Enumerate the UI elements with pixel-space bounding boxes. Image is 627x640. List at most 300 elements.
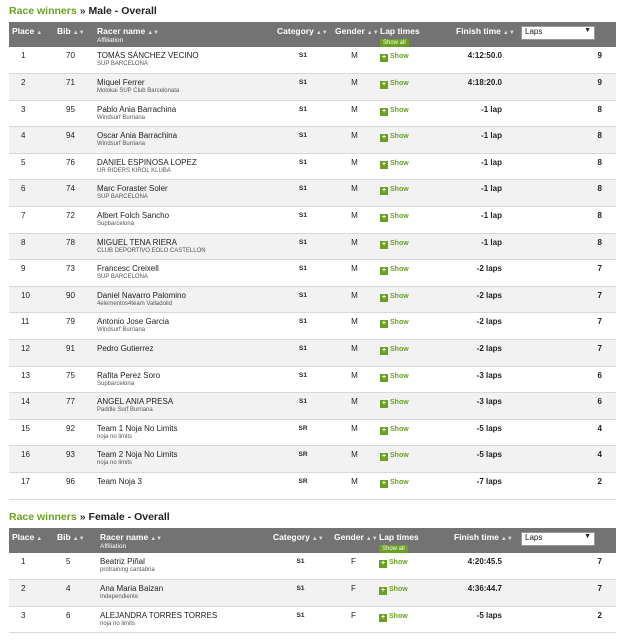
laps-cell: 7 — [597, 264, 602, 274]
table-row — [9, 286, 616, 313]
sort-icon: ▲▼ — [500, 536, 513, 542]
racer-name: ALEJANDRA TORRES TORRES — [100, 610, 218, 620]
bib-cell: 5 — [66, 557, 71, 566]
place-cell: 10 — [21, 290, 30, 300]
category-cell: S1 — [299, 345, 307, 353]
racer-cell — [94, 313, 274, 340]
show-lap-times-link[interactable]: + Show — [381, 425, 409, 434]
category-cell: S1 — [296, 611, 305, 619]
gender-cell: M — [351, 397, 358, 407]
show-lap-times-link[interactable]: + Show — [380, 612, 408, 621]
category-cell: S1 — [299, 79, 307, 87]
finish-time-cell: -5 laps — [476, 450, 502, 460]
racer-name: Marc Foraster Soler — [97, 184, 168, 194]
gender-cell: M — [351, 264, 358, 274]
category-cell: S1 — [299, 158, 307, 166]
show-lap-times-link[interactable]: + Show — [381, 346, 409, 355]
category-cell: S1 — [299, 212, 307, 220]
lap-times-cell — [376, 553, 451, 580]
col-racer-name[interactable]: Racer name ▲▼ Affiliation — [94, 22, 274, 47]
bib-cell: 78 — [66, 237, 75, 247]
breadcrumb: Race winners » Male - Overall — [9, 5, 157, 17]
sort-icon: ▲▼ — [502, 30, 515, 36]
racer-affiliation: protraining cantabria — [100, 567, 155, 573]
lap-times-cell — [377, 393, 453, 420]
racer-cell — [94, 393, 274, 420]
bib-cell: 74 — [66, 184, 75, 194]
racer-cell — [94, 180, 274, 207]
lap-times-cell — [377, 153, 453, 180]
plus-icon: + — [381, 81, 387, 89]
bib-cell: 75 — [66, 370, 75, 380]
laps-cell: 2 — [597, 610, 602, 620]
col-racer-name[interactable]: Racer name ▲▼ Affiliation — [97, 528, 270, 553]
racer-affiliation: SUP BARCELONA — [97, 194, 148, 201]
finish-time-cell: -1 lap — [481, 237, 502, 247]
racer-affiliation: Windsurf Burriana — [97, 114, 146, 121]
show-all-button[interactable]: Show all — [379, 545, 408, 553]
laps-select[interactable]: Laps ▼ — [521, 26, 595, 40]
racer-cell — [97, 580, 270, 607]
plus-icon: + — [381, 426, 387, 434]
finish-time-cell: -1 lap — [481, 211, 502, 221]
racer-name: TOMÁS SÁNCHEZ VECINO — [97, 51, 199, 60]
category-cell: S1 — [299, 185, 307, 193]
laps-cell: 2 — [597, 477, 602, 486]
table-row — [9, 473, 616, 500]
plus-icon: + — [381, 453, 387, 461]
show-lap-times-link[interactable]: + Show — [380, 559, 408, 567]
place-cell: 3 — [21, 104, 26, 114]
racer-name: Ana Maria Baizan — [100, 584, 164, 594]
lap-times-cell — [377, 313, 453, 340]
laps-cell: 8 — [597, 157, 602, 167]
racer-name: Team 1 Noja No Limits — [97, 423, 178, 433]
finish-time-cell: 4:36:44.7 — [467, 584, 502, 594]
lap-times-cell — [377, 366, 453, 393]
table-row — [9, 366, 616, 393]
finish-time-cell: 4:12:50.0 — [467, 51, 502, 60]
plus-icon: + — [381, 320, 387, 328]
table-row — [9, 580, 616, 607]
bib-cell: 96 — [66, 477, 75, 486]
bib-cell: 71 — [66, 78, 75, 88]
sort-icon: ▲▼ — [72, 30, 85, 36]
lap-times-cell — [377, 473, 453, 500]
place-cell: 9 — [21, 264, 26, 274]
racer-affiliation: Windsurf Burriana — [97, 327, 146, 334]
finish-time-cell: -1 lap — [481, 157, 502, 167]
show-lap-times-link[interactable]: + Show — [381, 133, 409, 142]
place-cell: 1 — [21, 51, 26, 60]
table-row — [9, 207, 616, 234]
racer-cell — [94, 127, 274, 154]
racer-name: Albert Folch Sancho — [97, 211, 170, 221]
show-lap-times-link[interactable]: + Show — [381, 239, 409, 248]
chevron-down-icon: ▼ — [584, 533, 591, 540]
racer-cell — [94, 47, 274, 74]
bib-cell: 72 — [66, 211, 75, 221]
col-finish-time[interactable]: Finish time ▲▼ — [456, 26, 515, 36]
col-bib[interactable]: Bib ▲▼ — [57, 26, 85, 36]
show-lap-times-link[interactable]: + Show — [381, 186, 409, 195]
breadcrumb-current: Female - Overall — [88, 511, 170, 523]
table-row — [9, 393, 616, 420]
table-row — [9, 47, 616, 74]
racer-affiliation: Paddle Surf Burriana — [97, 407, 153, 414]
finish-time-cell: 4:18:20.0 — [467, 78, 502, 88]
finish-time-cell: -2 laps — [476, 344, 502, 354]
bib-cell: 91 — [66, 344, 75, 354]
racer-cell — [97, 606, 270, 633]
table-row — [9, 127, 616, 154]
col-gender[interactable]: Gender ▲▼ — [335, 26, 379, 36]
plus-icon: + — [381, 187, 387, 195]
racer-affiliation: Windsurf Burriana — [97, 141, 146, 148]
breadcrumb-race-winners-link[interactable]: Race winners — [9, 511, 77, 523]
table-row — [9, 340, 616, 367]
show-lap-times-link[interactable]: + Show — [381, 372, 409, 381]
racer-name: Rafita Perez Soro — [97, 370, 161, 380]
lap-times-cell — [377, 127, 453, 154]
male-results-table — [9, 22, 616, 500]
col-affiliation: Affiliation — [97, 37, 124, 44]
category-cell: S1 — [299, 318, 307, 326]
plus-icon: + — [381, 267, 387, 275]
col-laps — [518, 528, 616, 553]
racer-name: Miquel Ferrer — [97, 78, 145, 88]
table-row — [9, 74, 616, 101]
racer-affiliation: 4elementos4team Valladolid — [97, 300, 172, 307]
bib-cell: 6 — [66, 610, 71, 620]
laps-cell: 7 — [597, 290, 602, 300]
finish-time-cell: -2 laps — [476, 264, 502, 274]
finish-time-cell: -3 laps — [476, 397, 502, 407]
plus-icon: + — [380, 613, 386, 621]
bib-cell: 76 — [66, 157, 75, 167]
category-cell: S1 — [299, 371, 307, 379]
lap-times-cell — [377, 419, 453, 446]
place-cell: 17 — [21, 477, 30, 486]
racer-name: Francesc Creixell — [97, 264, 159, 274]
finish-time-cell: -1 lap — [481, 184, 502, 194]
lap-times-cell — [377, 74, 453, 101]
place-cell: 14 — [21, 397, 30, 407]
racer-cell — [94, 260, 274, 287]
racer-name: Pedro Gutierrez — [97, 344, 154, 354]
laps-cell: 8 — [597, 104, 602, 114]
finish-time-cell: -1 lap — [481, 104, 502, 114]
plus-icon: + — [381, 373, 387, 381]
plus-icon: + — [381, 347, 387, 355]
racer-affiliation: noja no limits — [97, 433, 133, 440]
show-lap-times-link[interactable]: + Show — [381, 292, 409, 301]
racer-name: Antonio Jose Garcia — [97, 317, 170, 327]
breadcrumb: Race winners » Female - Overall — [9, 511, 170, 523]
gender-cell: M — [351, 423, 358, 433]
laps-cell: 9 — [597, 78, 602, 88]
show-lap-times-link[interactable]: + Show — [381, 213, 409, 222]
racer-name: Team 2 Noja No Limits — [97, 450, 178, 460]
show-all-button[interactable]: Show all — [380, 39, 409, 47]
table-row — [9, 313, 616, 340]
plus-icon: + — [381, 107, 387, 115]
laps-cell: 4 — [597, 450, 602, 460]
lap-times-cell — [377, 180, 453, 207]
place-cell: 4 — [21, 131, 26, 141]
gender-cell: F — [351, 610, 356, 620]
lap-times-cell — [377, 260, 453, 287]
lap-times-cell — [377, 100, 453, 127]
lap-times-cell — [376, 580, 451, 607]
col-place[interactable]: Place ▲ — [12, 26, 43, 36]
col-category[interactable]: Category ▲▼ — [273, 532, 324, 542]
col-lap-times: Lap times Show all — [379, 532, 419, 552]
racer-affiliation: SUP BARCELONA — [97, 274, 148, 281]
laps-cell: 6 — [597, 370, 602, 380]
finish-time-cell: -2 laps — [476, 317, 502, 327]
gender-cell: M — [351, 184, 358, 194]
sort-icon: ▲▼ — [72, 536, 85, 542]
racer-name: ANGEL ANIA PRESA — [97, 397, 174, 407]
lap-times-cell — [376, 606, 451, 633]
place-cell: 13 — [21, 370, 30, 380]
racer-affiliation: CLUB DEPORTIVO EOLO CASTELLON — [97, 247, 206, 254]
plus-icon: + — [381, 293, 387, 301]
breadcrumb-current: Male - Overall — [88, 5, 157, 17]
lap-times-cell — [377, 446, 453, 473]
table-row — [9, 100, 616, 127]
category-cell: S1 — [296, 558, 305, 565]
lap-times-cell — [377, 286, 453, 313]
category-cell: S1 — [299, 132, 307, 140]
place-cell: 16 — [21, 450, 30, 460]
category-cell: S1 — [299, 238, 307, 246]
table-row — [9, 233, 616, 260]
gender-cell: M — [351, 290, 358, 300]
gender-cell: M — [351, 131, 358, 141]
category-cell: S1 — [299, 105, 307, 113]
plus-icon: + — [380, 587, 386, 595]
finish-time-cell: -7 laps — [476, 477, 502, 486]
table-row — [9, 446, 616, 473]
col-lap-times: Lap times Show all — [380, 26, 420, 46]
col-laps — [518, 22, 616, 47]
gender-cell: M — [351, 104, 358, 114]
bib-cell: 92 — [66, 423, 75, 433]
finish-time-cell: -1 lap — [481, 131, 502, 141]
gender-cell: M — [351, 450, 358, 460]
female-results-table — [9, 528, 616, 633]
lap-times-cell — [377, 47, 453, 74]
table-row — [9, 153, 616, 180]
plus-icon: + — [380, 560, 386, 567]
laps-cell: 9 — [597, 51, 602, 60]
col-finish-time[interactable]: Finish time ▲▼ — [454, 532, 513, 542]
laps-cell: 7 — [597, 344, 602, 354]
bib-cell: 95 — [66, 104, 75, 114]
table-row — [9, 606, 616, 633]
sort-icon: ▲▼ — [150, 536, 163, 542]
category-cell: S1 — [299, 52, 307, 59]
show-lap-times-link[interactable]: + Show — [381, 53, 409, 61]
bib-cell: 4 — [66, 584, 71, 594]
racer-cell — [94, 100, 274, 127]
racer-affiliation: Supbarcelona — [97, 221, 135, 228]
plus-icon: + — [381, 54, 387, 61]
racer-cell — [94, 340, 274, 367]
racer-cell — [94, 446, 274, 473]
gender-cell: M — [351, 344, 358, 354]
place-cell: 2 — [21, 584, 26, 594]
finish-time-cell: 4:20:45.5 — [467, 557, 502, 566]
gender-cell: M — [351, 477, 358, 486]
category-cell: SR — [298, 451, 308, 459]
sort-icon: ▲▼ — [315, 30, 328, 36]
show-lap-times-link[interactable]: + Show — [381, 159, 409, 168]
table-row — [9, 180, 616, 207]
laps-cell: 7 — [597, 584, 602, 594]
racer-affiliation: Independiente — [100, 594, 139, 601]
gender-cell: M — [351, 51, 358, 60]
racer-cell — [94, 286, 274, 313]
place-cell: 12 — [21, 344, 30, 354]
racer-name: Daniel Navarro Palomino — [97, 290, 186, 300]
racer-cell — [94, 207, 274, 234]
breadcrumb-race-winners-link[interactable]: Race winners — [9, 5, 77, 17]
plus-icon: + — [381, 214, 387, 222]
plus-icon: + — [381, 480, 387, 487]
place-cell: 8 — [21, 237, 26, 247]
gender-cell: M — [351, 370, 358, 380]
place-cell: 7 — [21, 211, 26, 221]
sort-asc-icon: ▲ — [36, 536, 43, 542]
racer-affiliation: noja no limits — [97, 460, 133, 467]
show-lap-times-link[interactable]: + Show — [381, 266, 409, 275]
table-row — [9, 553, 616, 580]
gender-cell: M — [351, 211, 358, 221]
bib-cell: 94 — [66, 131, 75, 141]
racer-name: DANIEL ESPINOSA LOPEZ — [97, 157, 197, 167]
bib-cell: 73 — [66, 264, 75, 274]
finish-time-cell: -3 laps — [476, 370, 502, 380]
sort-asc-icon: ▲ — [36, 30, 43, 36]
gender-cell: M — [351, 157, 358, 167]
category-cell: S1 — [299, 265, 307, 273]
show-lap-times-link[interactable]: + Show — [381, 452, 409, 461]
racer-name: Beatriz Piñal — [100, 557, 145, 566]
gender-cell: M — [351, 317, 358, 327]
col-bib[interactable]: Bib ▲▼ — [57, 532, 85, 542]
laps-cell: 7 — [597, 317, 602, 327]
table-header-row — [9, 528, 616, 553]
plus-icon: + — [381, 134, 387, 142]
chevron-down-icon: ▼ — [584, 27, 591, 34]
show-lap-times-link[interactable]: + Show — [381, 399, 409, 408]
racer-cell — [94, 74, 274, 101]
plus-icon: + — [381, 240, 387, 248]
bib-cell: 77 — [66, 397, 75, 407]
laps-cell: 8 — [597, 237, 602, 247]
racer-affiliation: Molokai SUP Club Barcelonata — [97, 88, 180, 95]
plus-icon: + — [381, 160, 387, 168]
category-cell: S1 — [296, 585, 305, 593]
bib-cell: 70 — [66, 51, 75, 60]
bib-cell: 93 — [66, 450, 75, 460]
category-cell: SR — [298, 478, 308, 485]
laps-cell: 8 — [597, 211, 602, 221]
sort-icon: ▲▼ — [311, 536, 324, 542]
show-lap-times-link[interactable]: + Show — [381, 80, 409, 89]
racer-affiliation: noja no limits — [100, 620, 136, 627]
racer-affiliation: Supbarcelona — [97, 380, 135, 387]
laps-cell: 4 — [597, 423, 602, 433]
place-cell: 5 — [21, 157, 26, 167]
show-lap-times-link[interactable]: + Show — [381, 319, 409, 328]
bib-cell: 90 — [66, 290, 75, 300]
place-cell: 3 — [21, 610, 26, 620]
place-cell: 2 — [21, 78, 26, 88]
laps-cell: 6 — [597, 397, 602, 407]
finish-time-cell: -2 laps — [476, 290, 502, 300]
col-place[interactable]: Place ▲ — [12, 532, 43, 542]
table-row — [9, 260, 616, 287]
table-header-row — [9, 22, 616, 47]
show-lap-times-link[interactable]: + Show — [380, 586, 408, 595]
bib-cell: 79 — [66, 317, 75, 327]
racer-cell — [94, 233, 274, 260]
laps-cell: 8 — [597, 184, 602, 194]
racer-name: MIGUEL TENA RIERA — [97, 237, 178, 247]
show-lap-times-link[interactable]: + Show — [381, 479, 409, 487]
sort-icon: ▲▼ — [365, 536, 378, 542]
place-cell: 15 — [21, 423, 30, 433]
racer-name: Pablo Ania Barrachina — [97, 104, 177, 114]
racer-cell — [94, 366, 274, 393]
category-cell: SR — [298, 424, 308, 432]
plus-icon: + — [381, 400, 387, 408]
col-affiliation: Affiliation — [100, 543, 127, 550]
lap-times-cell — [377, 233, 453, 260]
gender-cell: F — [351, 584, 356, 594]
racer-cell — [94, 473, 274, 500]
lap-times-cell — [377, 340, 453, 367]
gender-cell: M — [351, 78, 358, 88]
col-category[interactable]: Category ▲▼ — [277, 26, 328, 36]
gender-cell: M — [351, 237, 358, 247]
racer-cell — [94, 153, 274, 180]
category-cell: S1 — [299, 398, 307, 406]
table-row — [9, 419, 616, 446]
place-cell: 6 — [21, 184, 26, 194]
sort-icon: ▲▼ — [366, 30, 379, 36]
place-cell: 1 — [21, 557, 26, 566]
show-lap-times-link[interactable]: + Show — [381, 106, 409, 115]
racer-name: Oscar Ania Barrachina — [97, 131, 178, 141]
racer-affiliation: SUP BARCELONA — [97, 61, 148, 67]
laps-select[interactable]: Laps ▼ — [521, 532, 595, 546]
racer-affiliation: UR RIDERS KIROL KLUBA — [97, 167, 171, 174]
racer-cell — [94, 419, 274, 446]
lap-times-cell — [377, 207, 453, 234]
sort-icon: ▲▼ — [147, 30, 160, 36]
place-cell: 11 — [21, 317, 30, 327]
col-gender[interactable]: Gender ▲▼ — [334, 532, 378, 542]
finish-time-cell: -5 laps — [476, 423, 502, 433]
finish-time-cell: -5 laps — [476, 610, 502, 620]
racer-name: Team Noja 3 — [97, 477, 142, 486]
gender-cell: F — [351, 557, 356, 566]
